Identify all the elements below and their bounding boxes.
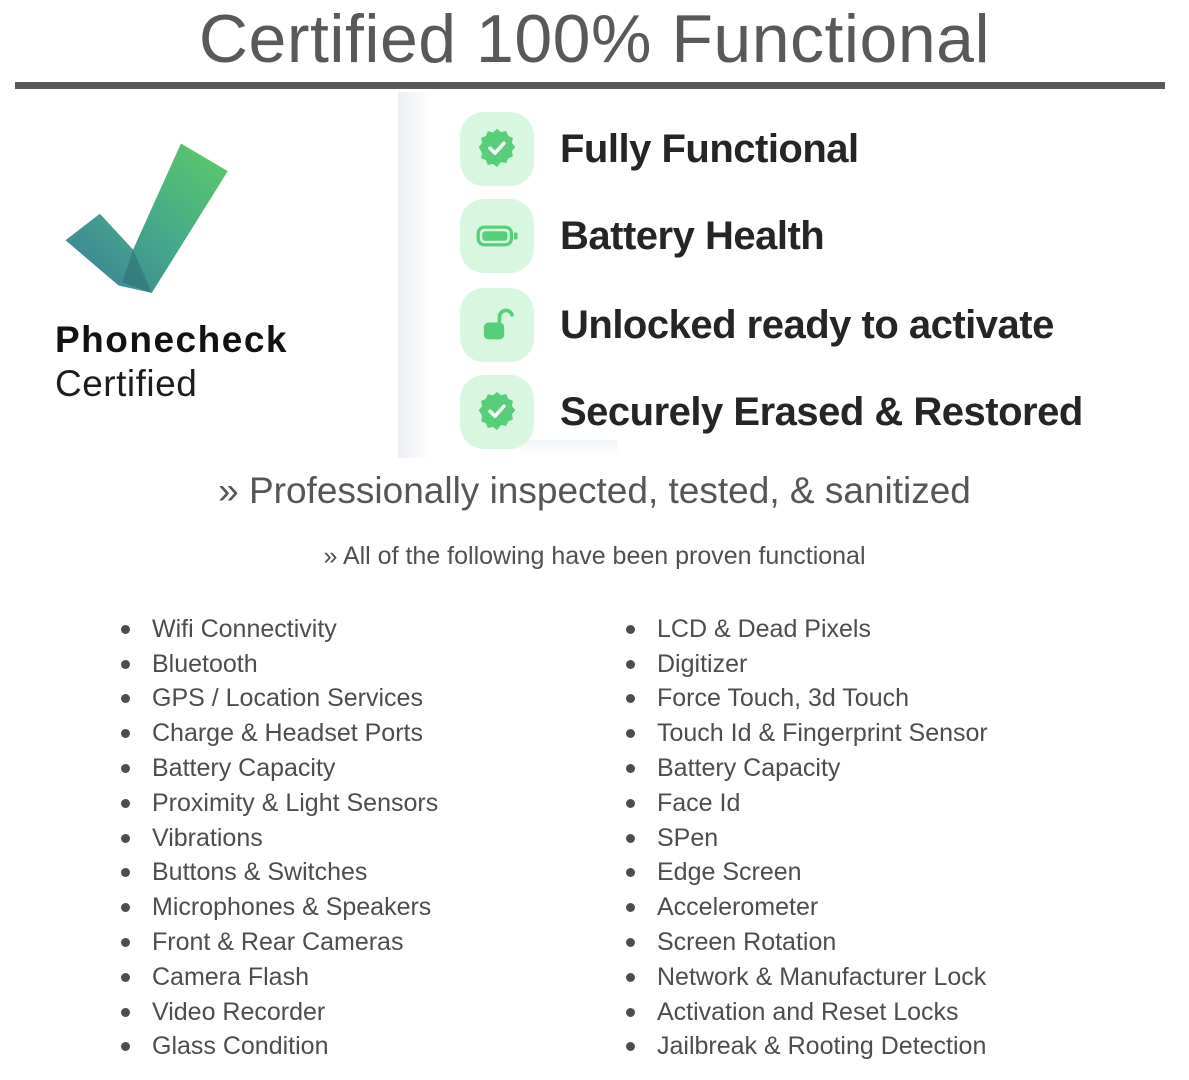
- bullet-icon: [626, 660, 635, 669]
- list-item-label: Touch Id & Fingerprint Sensor: [657, 719, 988, 748]
- feature-row-securely-erased: [460, 375, 1083, 449]
- feature-row-unlocked: [460, 288, 1054, 362]
- list-item: [121, 647, 438, 682]
- bullet-icon: [626, 903, 635, 912]
- list-item: [121, 751, 438, 786]
- verified-badge-icon: [460, 375, 534, 449]
- brand-name: Phonecheck: [55, 319, 288, 360]
- page-title: Certified 100% Functional: [198, 1, 991, 77]
- list-item-label: Battery Capacity: [657, 754, 841, 783]
- title-underline: [15, 82, 1165, 89]
- list-item: [626, 786, 988, 821]
- list-item-label: Accelerometer: [657, 893, 819, 922]
- bullet-icon: [626, 1042, 635, 1051]
- list-item: [626, 682, 988, 717]
- list-item-label: Screen Rotation: [657, 928, 837, 957]
- battery-icon: [460, 199, 534, 273]
- bullet-icon: [121, 694, 130, 703]
- feature-label: Fully Functional: [560, 127, 859, 171]
- list-item: [121, 1030, 438, 1065]
- bullet-icon: [626, 938, 635, 947]
- bullet-icon: [626, 799, 635, 808]
- list-item-label: SPen: [657, 823, 719, 852]
- feature-row-fully-functional: [460, 112, 859, 186]
- list-item-label: Force Touch, 3d Touch: [657, 684, 910, 713]
- list-item: [626, 995, 988, 1030]
- list-item-label: GPS / Location Services: [152, 684, 423, 713]
- feature-row-battery-health: [460, 199, 824, 273]
- list-item-label: Face Id: [657, 788, 741, 817]
- bullet-icon: [121, 660, 130, 669]
- list-item: [626, 925, 988, 960]
- bullet-icon: [626, 1008, 635, 1017]
- bullet-icon: [121, 1008, 130, 1017]
- list-item-label: Camera Flash: [152, 962, 309, 991]
- inspected-subheading: » Professionally inspected, tested, & sanitized: [218, 470, 971, 511]
- list-item-label: LCD & Dead Pixels: [657, 614, 871, 643]
- list-item: [626, 612, 988, 647]
- bullet-icon: [626, 834, 635, 843]
- brand-subtitle: Certified: [55, 363, 198, 404]
- list-item: [626, 821, 988, 856]
- feature-label: Securely Erased & Restored: [560, 390, 1083, 434]
- list-item: [626, 751, 988, 786]
- bullet-icon: [121, 834, 130, 843]
- list-item: [121, 612, 438, 647]
- list-item-label: Jailbreak & Rooting Detection: [657, 1032, 987, 1061]
- bullet-icon: [121, 764, 130, 773]
- list-item: [121, 682, 438, 717]
- verified-badge-icon: [460, 112, 534, 186]
- bullet-icon: [626, 973, 635, 982]
- bullet-icon: [626, 625, 635, 634]
- list-item-label: Glass Condition: [152, 1032, 329, 1061]
- bullet-icon: [626, 729, 635, 738]
- bullet-icon: [121, 973, 130, 982]
- list-item-label: Wifi Connectivity: [152, 614, 337, 643]
- list-item: [626, 960, 988, 995]
- feature-label: Unlocked ready to activate: [560, 303, 1054, 347]
- bullet-icon: [121, 1042, 130, 1051]
- bullet-icon: [121, 729, 130, 738]
- checklist-left-column: [121, 612, 438, 1064]
- proven-subheading: » All of the following have been proven functional: [323, 542, 866, 570]
- feature-label: Battery Health: [560, 214, 825, 258]
- list-item-label: Front & Rear Cameras: [152, 928, 404, 957]
- list-item: [121, 995, 438, 1030]
- section-divider: [398, 92, 432, 458]
- bullet-icon: [626, 868, 635, 877]
- list-item: [626, 890, 988, 925]
- unlock-icon: [460, 288, 534, 362]
- list-item-label: Video Recorder: [152, 997, 326, 1026]
- list-item-label: Charge & Headset Ports: [152, 719, 423, 748]
- list-item-label: Network & Manufacturer Lock: [657, 962, 987, 991]
- list-item-label: Vibrations: [152, 823, 263, 852]
- list-item: [626, 1030, 988, 1065]
- list-item-label: Edge Screen: [657, 858, 802, 887]
- bullet-icon: [121, 903, 130, 912]
- bullet-icon: [121, 799, 130, 808]
- list-item: [121, 786, 438, 821]
- phonecheck-checkmark-icon: [58, 142, 230, 298]
- list-item: [121, 925, 438, 960]
- checklist-right-column: [626, 612, 988, 1064]
- bullet-icon: [121, 868, 130, 877]
- list-item-label: Activation and Reset Locks: [657, 997, 959, 1026]
- bullet-icon: [626, 694, 635, 703]
- list-item: [121, 821, 438, 856]
- list-item: [121, 716, 438, 751]
- list-item: [121, 890, 438, 925]
- list-item: [121, 856, 438, 891]
- list-item-label: Battery Capacity: [152, 754, 336, 783]
- bullet-icon: [121, 625, 130, 634]
- list-item-label: Bluetooth: [152, 649, 258, 678]
- list-item: [626, 647, 988, 682]
- bullet-icon: [121, 938, 130, 947]
- bullet-icon: [626, 764, 635, 773]
- list-item-label: Digitizer: [657, 649, 748, 678]
- list-item: [626, 856, 988, 891]
- list-item: [626, 716, 988, 751]
- list-item: [121, 960, 438, 995]
- list-item-label: Proximity & Light Sensors: [152, 788, 439, 817]
- list-item-label: Buttons & Switches: [152, 858, 368, 887]
- list-item-label: Microphones & Speakers: [152, 893, 432, 922]
